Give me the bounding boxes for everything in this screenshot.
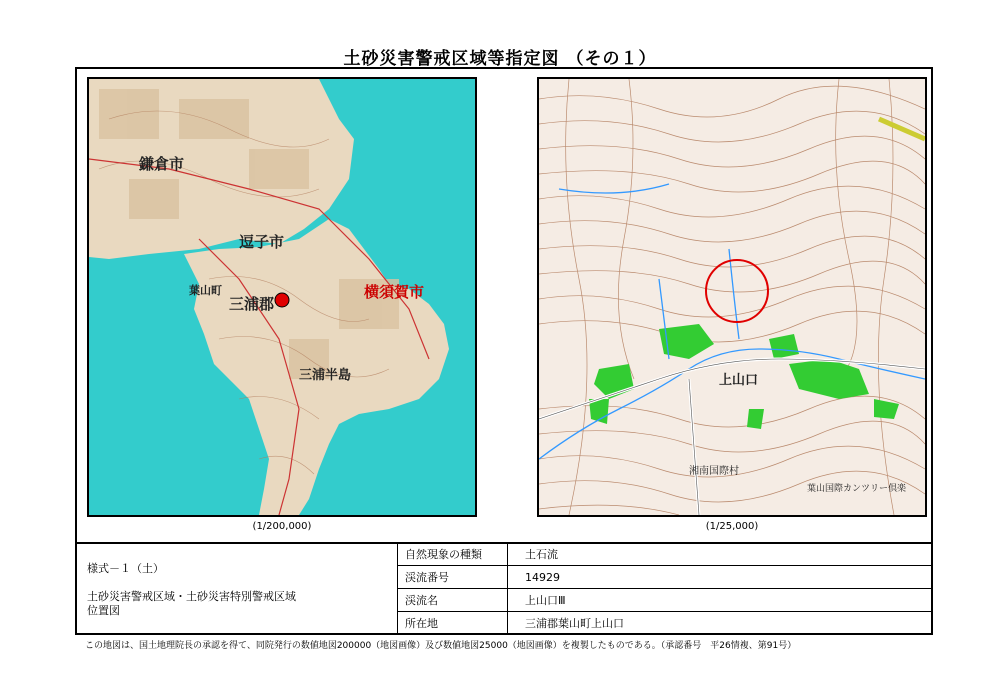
- map-label-country-club: 葉山国際カンツリー倶楽: [807, 484, 907, 494]
- table-divider: [397, 543, 398, 635]
- row-label-stream-name: 渓流名: [405, 594, 438, 607]
- row-value-stream-name: 上山口Ⅲ: [525, 594, 566, 607]
- detail-map-scale: (1/25,000): [705, 521, 759, 532]
- row-label-stream-number: 渓流番号: [405, 571, 449, 584]
- row-value-stream-number: 14929: [525, 570, 560, 584]
- location-marker: [275, 293, 289, 307]
- row-rule-3: [398, 611, 931, 612]
- footnote: この地図は、国土地理院長の承認を得て、同院発行の数値地図200000（地図画像）及び数値地図25000（地図画像）を複製したものである。（承認番号 平26情複、第91号）: [85, 641, 797, 651]
- overview-map: [87, 77, 477, 517]
- map-label-hayama: 葉山町: [189, 284, 222, 297]
- map-label-miura-gun: 三浦郡: [229, 295, 275, 313]
- page-title: 土砂災害警戒区域等指定図 （その１）: [343, 49, 657, 69]
- overview-map-image: [89, 79, 475, 515]
- row-rule-1: [398, 565, 931, 566]
- description: [87, 590, 296, 618]
- detail-map-image: [539, 79, 925, 515]
- map-label-kamiyamaguchi: 上山口: [719, 373, 759, 388]
- map-frame: [75, 67, 933, 635]
- map-label-zushi: 逗子市: [239, 233, 285, 251]
- row-label-phenomenon: 自然現象の種類: [405, 548, 482, 561]
- map-label-peninsula: 三浦半島: [299, 368, 352, 383]
- map-label-yokosuka: 横須賀市: [364, 283, 425, 301]
- row-value-phenomenon: 土石流: [525, 548, 558, 561]
- row-rule-2: [398, 588, 931, 589]
- style-label: 様式－１（土）: [87, 562, 164, 575]
- description-line-2: 位置図: [87, 604, 120, 617]
- row-value-location: 三浦郡葉山町上山口: [525, 617, 624, 630]
- table-inner-divider: [507, 543, 508, 635]
- row-label-location: 所在地: [405, 617, 438, 630]
- map-label-kamakura: 鎌倉市: [139, 155, 185, 173]
- table-top-rule: [77, 542, 931, 544]
- map-label-shonan: 湘南国際村: [689, 466, 739, 477]
- detail-map: [537, 77, 927, 517]
- description-line-1: 土砂災害警戒区域・土砂災害特別警戒区域: [87, 590, 296, 603]
- overview-map-scale: (1/200,000): [252, 521, 312, 532]
